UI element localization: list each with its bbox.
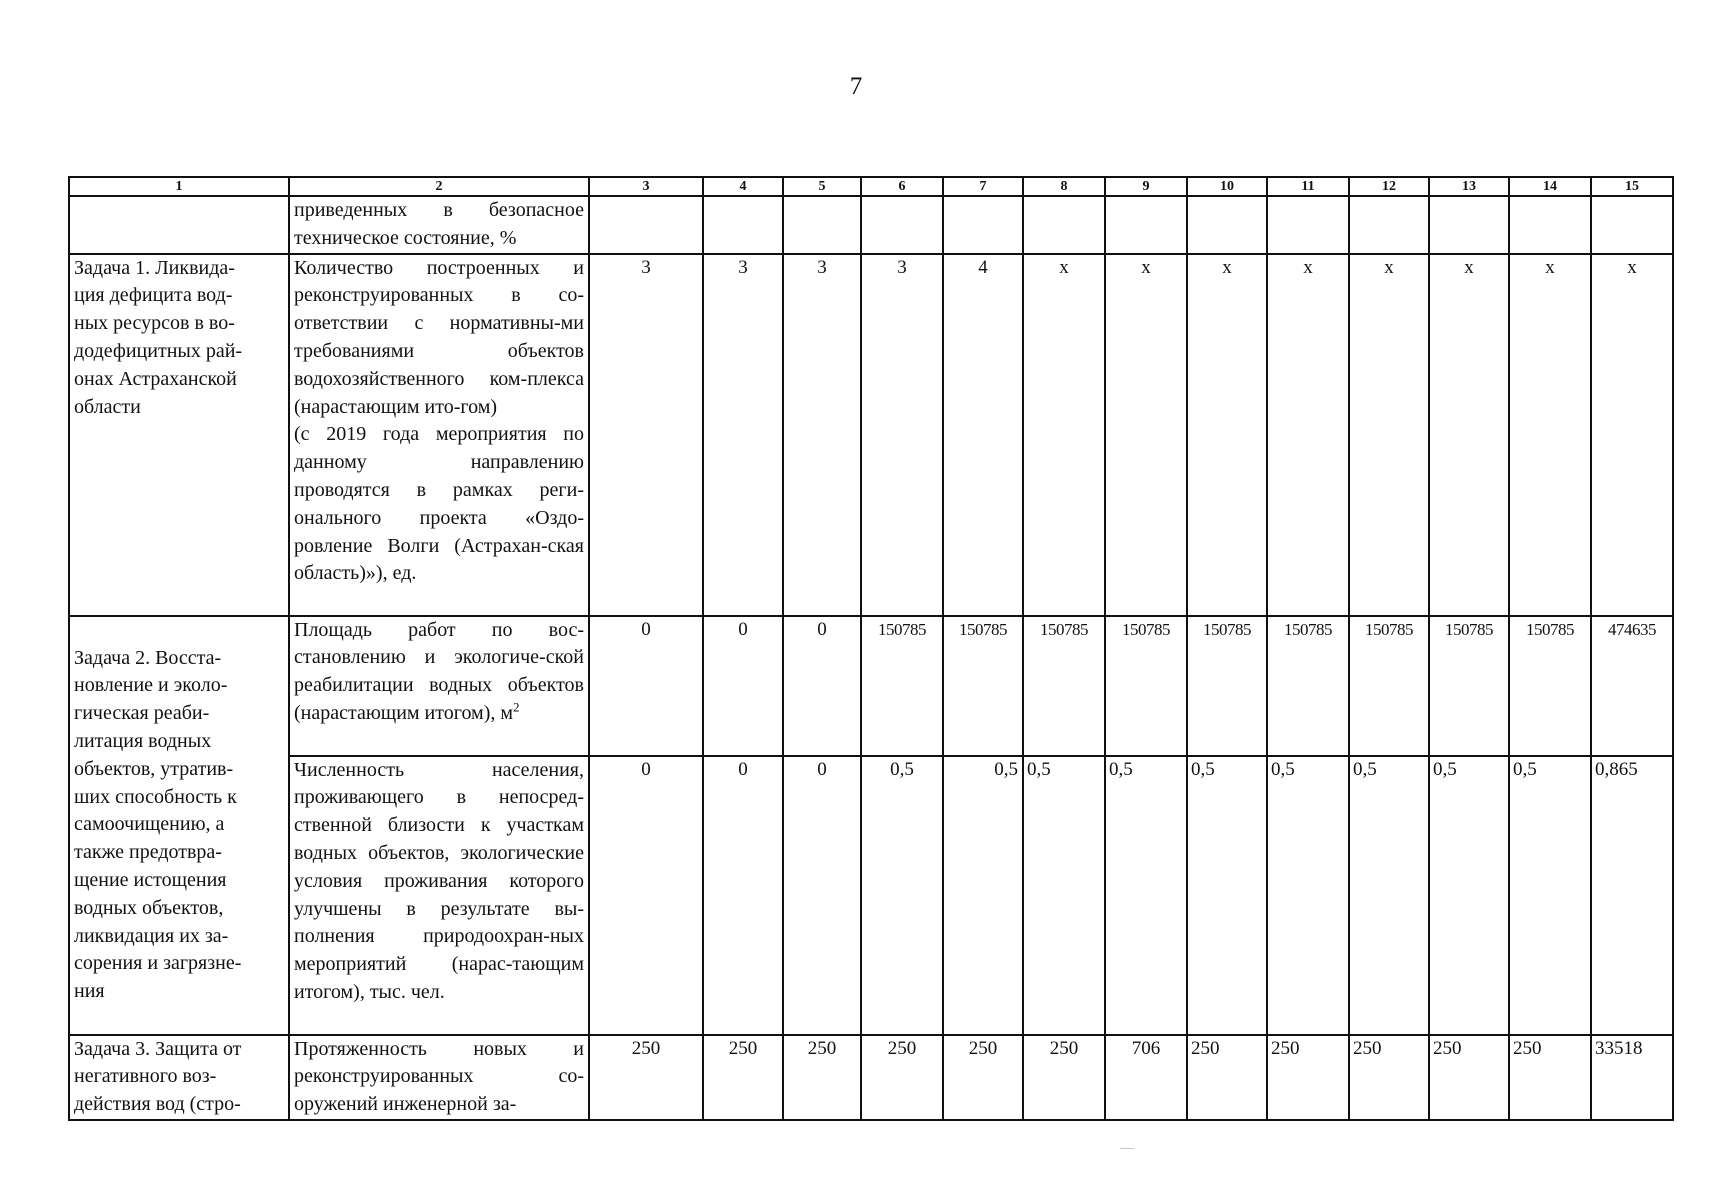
scan-artifact <box>1120 1148 1134 1149</box>
value-cell: 0 <box>589 756 703 1035</box>
task-text: Задача 2. Восста- новление и эколо- гическая реаби- литация водных объектов, утратив- ших способность к самоочищению, а также предотвра- щение истощения водных объектов, ликвидация их за- сорения и загрязне- ния <box>74 646 242 1003</box>
column-number: 8 <box>1023 177 1105 196</box>
task-cell <box>69 196 289 254</box>
value-cell: 0,5 <box>1349 756 1429 1035</box>
column-number: 12 <box>1349 177 1429 196</box>
value-cell: 0,865 <box>1591 756 1673 1035</box>
value-cell: x <box>1023 254 1105 616</box>
indicator-text: приведенных в безопасное техническое состояние, % <box>294 199 584 249</box>
value-cell: 3 <box>589 254 703 616</box>
indicator-text: Численность населения, проживающего в непосред-ственной близости к участкам водных объектов, экологические условия проживания которого улучшены в результате вы-полнения природоохран-ных мероприятий (нарас-тающим итогом), тыс. чел. <box>294 758 584 1003</box>
value-cell <box>1105 196 1187 254</box>
value-cell: 0 <box>589 616 703 756</box>
value-cell: 0,5 <box>943 756 1023 1035</box>
value-cell: 250 <box>1023 1035 1105 1120</box>
value-cell <box>861 196 943 254</box>
value-cell <box>1187 196 1267 254</box>
indicator-cell <box>289 1035 589 1120</box>
value-cell: 0 <box>703 756 783 1035</box>
page-number: 7 <box>849 73 863 100</box>
value-cell: 474635 <box>1591 616 1673 756</box>
value-cell <box>1023 196 1105 254</box>
value-cell: 706 <box>1105 1035 1187 1120</box>
task-text: Задача 3. Защита от негативного воз- действия вод (стро- <box>74 1037 242 1116</box>
indicators-table <box>68 176 1674 1121</box>
value-cell: 250 <box>1187 1035 1267 1120</box>
table-header-row <box>69 177 1673 196</box>
value-cell: 0 <box>783 756 861 1035</box>
value-cell: 250 <box>703 1035 783 1120</box>
table-row <box>69 1035 1673 1120</box>
value-cell: x <box>1509 254 1591 616</box>
column-number: 3 <box>589 177 703 196</box>
value-cell: 250 <box>943 1035 1023 1120</box>
value-cell <box>1267 196 1349 254</box>
column-number: 6 <box>861 177 943 196</box>
column-number: 9 <box>1105 177 1187 196</box>
value-cell: x <box>1187 254 1267 616</box>
value-cell: 3 <box>783 254 861 616</box>
value-cell: 150785 <box>1429 616 1509 756</box>
value-cell <box>1349 196 1429 254</box>
value-cell: 150785 <box>1187 616 1267 756</box>
value-cell: 0,5 <box>1509 756 1591 1035</box>
indicator-text: Протяженность новых и реконструированных со-оружений инженерной за- <box>294 1037 584 1116</box>
indicator-cell <box>289 616 589 756</box>
task-cell <box>69 254 289 616</box>
value-cell: 4 <box>943 254 1023 616</box>
value-cell <box>1509 196 1591 254</box>
column-number: 5 <box>783 177 861 196</box>
value-cell: 150785 <box>1023 616 1105 756</box>
value-cell: x <box>1267 254 1349 616</box>
value-cell: 250 <box>783 1035 861 1120</box>
value-cell <box>943 196 1023 254</box>
value-cell: 250 <box>589 1035 703 1120</box>
value-cell: 250 <box>861 1035 943 1120</box>
task-cell <box>69 616 289 1035</box>
indicator-cell <box>289 196 589 254</box>
value-cell: 250 <box>1349 1035 1429 1120</box>
table-row <box>69 616 1673 756</box>
value-cell: 0,5 <box>1267 756 1349 1035</box>
value-cell: 33518 <box>1591 1035 1673 1120</box>
table-row <box>69 756 1673 1035</box>
value-cell: 0 <box>703 616 783 756</box>
column-number: 2 <box>289 177 589 196</box>
column-number: 4 <box>703 177 783 196</box>
table-row <box>69 196 1673 254</box>
column-number: 11 <box>1267 177 1349 196</box>
column-number: 7 <box>943 177 1023 196</box>
indicator-text: Площадь работ по вос-становлению и экологиче-ской реабилитации водных объектов (нарастающим итогом), $м^2$ <box>294 618 584 724</box>
value-cell: 150785 <box>1105 616 1187 756</box>
column-number: 10 <box>1187 177 1267 196</box>
value-cell: x <box>1349 254 1429 616</box>
value-cell: 250 <box>1509 1035 1591 1120</box>
value-cell: 150785 <box>1509 616 1591 756</box>
task-text: Задача 1. Ликвида- ция дефицита вод- ных ресурсов в во- додефицитных рай- онах Астраханской области <box>74 256 243 418</box>
value-cell: 3 <box>861 254 943 616</box>
value-cell: 0,5 <box>1187 756 1267 1035</box>
value-cell: 0,5 <box>861 756 943 1035</box>
value-cell: 250 <box>1267 1035 1349 1120</box>
value-cell: 150785 <box>1349 616 1429 756</box>
value-cell: 150785 <box>1267 616 1349 756</box>
column-number: 1 <box>69 177 289 196</box>
indicator-cell <box>289 254 589 616</box>
column-number: 13 <box>1429 177 1509 196</box>
task-cell <box>69 1035 289 1120</box>
value-cell <box>1429 196 1509 254</box>
column-number: 15 <box>1591 177 1673 196</box>
value-cell: 150785 <box>861 616 943 756</box>
indicator-cell <box>289 756 589 1035</box>
value-cell <box>783 196 861 254</box>
value-cell: 150785 <box>943 616 1023 756</box>
superscript: 2 <box>513 699 520 715</box>
value-cell: 0 <box>783 616 861 756</box>
value-cell <box>589 196 703 254</box>
value-cell: 0,5 <box>1023 756 1105 1035</box>
value-cell: x <box>1105 254 1187 616</box>
value-cell: 250 <box>1429 1035 1509 1120</box>
value-cell: 3 <box>703 254 783 616</box>
indicator-text: Количество построенных и реконструированных в со-ответствии с нормативны-ми требованиями объектов водохозяйственного ком-плекса (нарастающим ито-гом) (с 2019 года мероприятия по данному направлению проводятся в рамках реги-онального проекта «Оздо-ровление Волги (Астрахан-ская область)»), ед. <box>294 256 584 585</box>
value-cell: x <box>1591 254 1673 616</box>
value-cell <box>1591 196 1673 254</box>
column-number: 14 <box>1509 177 1591 196</box>
table-row <box>69 254 1673 616</box>
value-cell: 0,5 <box>1105 756 1187 1035</box>
value-cell <box>703 196 783 254</box>
value-cell: x <box>1429 254 1509 616</box>
value-cell: 0,5 <box>1429 756 1509 1035</box>
